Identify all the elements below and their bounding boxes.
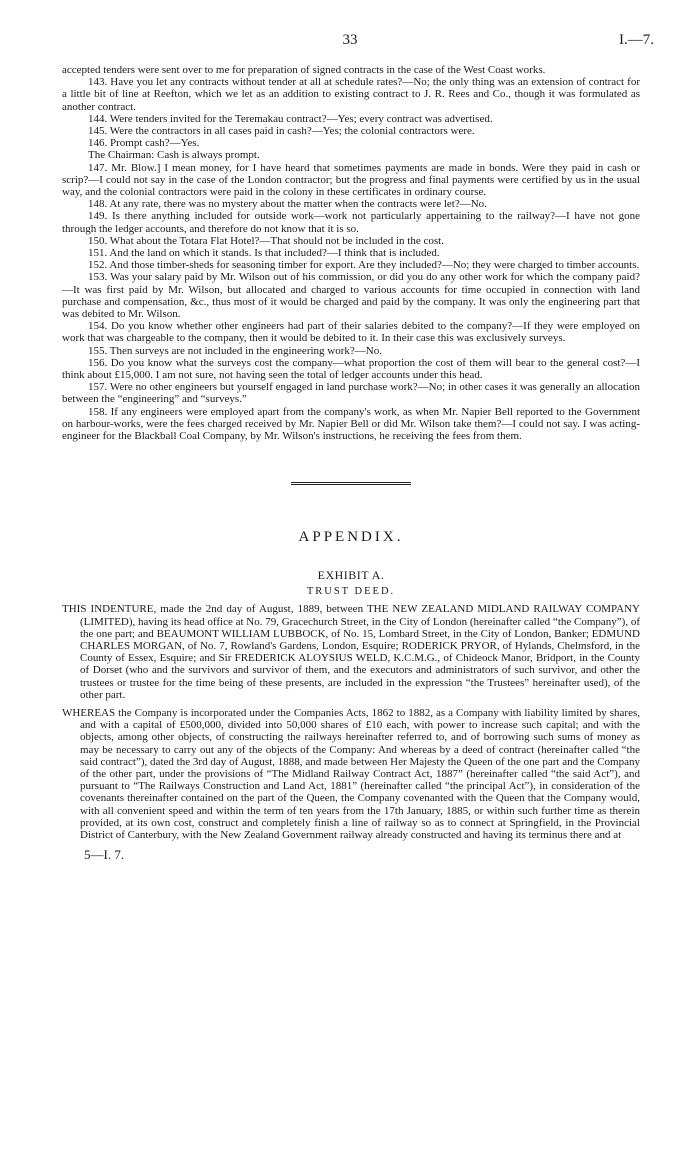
deed-paragraph: THIS INDENTURE, made the 2nd day of August, 1889, between THE NEW ZEALAND MIDLAND RAILWAY COMPANY (LIMITED), having its head office at No. 79, Gracechurch Street, in the City of London (hereinafter called “the Company”), of the one part; and BEAUMONT WILLIAM LUBBOCK, of No. 15, Lombard Street, in the City of London, Banker; EDMUND CHARLES MORGAN, of No. 7, Rowland's Gardens, London, Esquire; RODERICK PRYOR, of Hylands, Chelmsford, in the County of Essex, Esquire; and Sir FREDERICK ALOYSIUS WELD, K.C.M.G., of Chideock Manor, Bridport, in the County of Dorset (who and the survivors and survivor of them, and the executors and administrators of such survivor, and other the trustees or trustee for the time being of these presents, are included in the expression “the Trustees” hereinafter used), of the other part. xyxy=(62,603,640,701)
evidence-paragraph: 157. Were no other engineers but yourself engaged in land purchase work?—No; in other cases it was generally an allocation between the “engineering” and “surveys.” xyxy=(62,381,640,406)
paper-reference: I.—7. xyxy=(619,32,654,48)
evidence-paragraph: 146. Prompt cash?—Yes. xyxy=(88,137,200,150)
evidence-paragraph: 144. Were tenders invited for the Teremakau contract?—Yes; every contract was advertised. xyxy=(88,112,493,125)
evidence-paragraph: 150. What about the Totara Flat Hotel?—That should not be included in the cost. xyxy=(88,234,444,247)
evidence-paragraph: 143. Have you let any contracts without tender at all at schedule rates?—No; the only thing was an extension of contract for a little bit of line at Reefton, which we let as an addition to existing contract to J. R. Rees and Co., though it was formulated as another contract. xyxy=(62,76,640,113)
evidence-paragraph: 156. Do you know what the surveys cost the company—what proportion the cost of them will bear to the general cost?—I think about £15,000. I am not sure, not having seen the total of ledger accounts under this head. xyxy=(62,356,640,382)
evidence-paragraph: 158. If any engineers were employed apart from the company's work, as when Mr. Napier Bell reported to the Government on harbour-works, were the fees charged received by Mr. Napier Bell or did Mr. Wilson take them?—I could not say. I was acting-engineer for the Blackball Coal Company, by Mr. Wilson's instructions, he receiving the fees from them. xyxy=(62,405,640,443)
page-body xyxy=(62,64,640,863)
evidence-paragraph: 155. Then surveys are not included in the engineering work?—No. xyxy=(88,344,382,357)
evidence-paragraph: 145. Were the contractors in all cases paid in cash?—Yes; the colonial contractors were. xyxy=(88,125,475,138)
exhibit-title: EXHIBIT A. xyxy=(317,568,385,583)
evidence-paragraph: 148. At any rate, there was no mystery about the matter when the contracts were let?—No. xyxy=(88,198,487,211)
deed-paragraph: WHEREAS the Company is incorporated under the Companies Acts, 1862 to 1882, as a Company with liability limited by shares, and with a capital of £500,000, divided into 50,000 shares of £10 each, with power to increase such capital; and with the objects, among other objects, of constructing the railways hereinafter referred to, and of borrowing such sums of money as may be necessary to carry out any of the objects of the Company: And whereas by a deed of contract (hereinafter called “the said contract”), dated the 3rd day of August, 1888, and made between Her Majesty the Queen of the one part and the Company of the other part, under the provisions of “The Midland Railway Contract Act, 1887” (hereinafter called “the said Act”), and pursuant to “The Railways Construction and Land Act, 1881” (hereinafter called “the principal Act”), in consideration of the covenants thereinafter contained on the part of the Queen, the Company covenanted with the Queen that the Company would, with all convenient speed and within the term of ten years from the 17th January, 1885, or within such further time as therein provided, at its own cost, construct and completely finish a line of railway so as to connect at Springfield, in the Provincial District of Canterbury, with the New Zealand Government railway already constructed and having its terminus there and at xyxy=(62,706,640,841)
evidence-paragraph: accepted tenders were sent over to me for preparation of signed contracts in the case of the West Coast works. xyxy=(62,64,546,76)
evidence-paragraph: The Chairman: Cash is always prompt. xyxy=(88,149,260,162)
evidence-section xyxy=(62,64,640,442)
section-divider xyxy=(291,482,411,485)
appendix-title: APPENDIX. xyxy=(298,529,404,546)
page-header xyxy=(0,32,700,52)
page-number: 33 xyxy=(342,32,358,48)
evidence-paragraph: 147. Mr. Blow.] I mean money, for I have heard that sometimes payments are made in bonds. Were they paid in cash or scrip?—I could not say in the case of the London contractor; but the progress and final payments were certified by us in the usual way, and the colonial contractors were paid in the colony in these certificates in ordinary course. xyxy=(62,161,640,199)
evidence-paragraph: 153. Was your salary paid by Mr. Wilson out of his commission, or did you do any other work for which the company paid?—It was first paid by Mr. Wilson, but allocated and charged to various accounts for time occupied in connection with land purchase and compensation, &c., thus most of it would be charged and paid by the company. It was only the engineering part that was debited to Mr. Wilson. xyxy=(62,271,640,321)
evidence-paragraph: 151. And the land on which it stands. Is that included?—I think that is included. xyxy=(88,247,440,260)
signature-mark: 5—I. 7. xyxy=(84,847,125,863)
evidence-paragraph: 154. Do you know whether other engineers had part of their salaries debited to the company?—If they were employed on work that was chargeable to the company, then it would be debited to it. In their case this was exclusively surveys. xyxy=(62,320,640,345)
evidence-paragraph: 152. And those timber-sheds for seasoning timber for export. Are they included?—No; they were charged to timber accounts. xyxy=(88,259,640,272)
deed-title: TRUST DEED. xyxy=(306,586,396,598)
evidence-paragraph: 149. Is there anything included for outside work—work not particularly appertaining to the railway?—I have not gone through the ledger accounts, and therefore do not know that it is so. xyxy=(62,210,640,235)
